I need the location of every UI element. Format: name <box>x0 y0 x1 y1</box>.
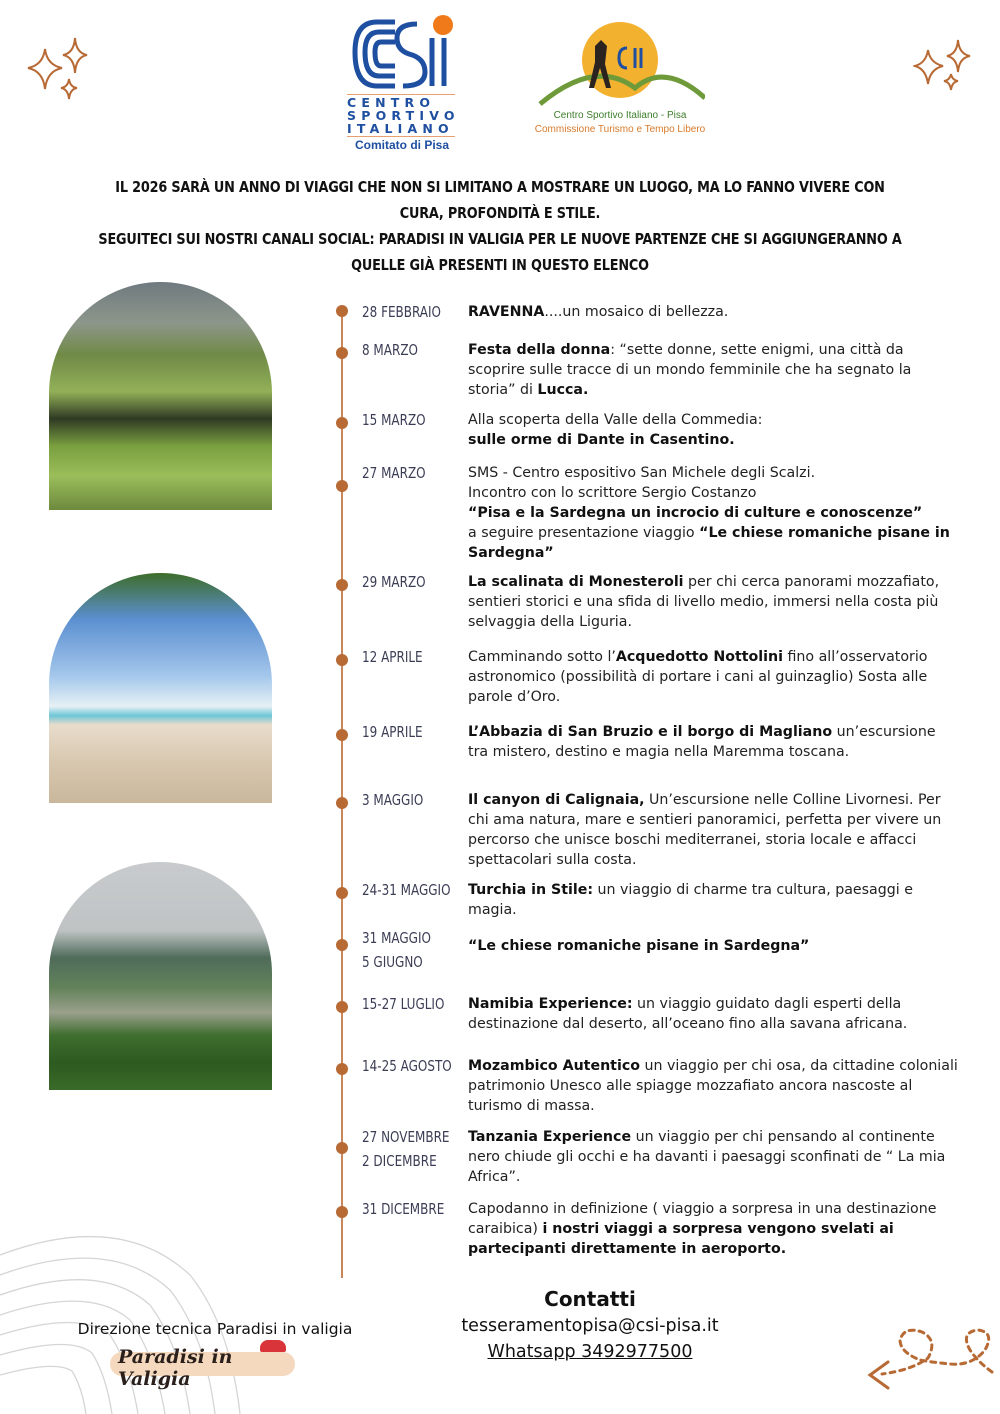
csi-logo-line: CENTRO <box>347 95 436 110</box>
event-highlight: sulle orme di Dante in Casentino. <box>468 432 735 448</box>
event-highlight: “Le chiese romaniche pisane in Sardegna” <box>468 938 810 954</box>
event-description <box>468 572 958 632</box>
timeline-dot <box>336 1001 348 1013</box>
event-description <box>468 302 958 322</box>
sparkles-icon <box>25 35 100 110</box>
paradisi-in-valigia-logo <box>110 1340 300 1390</box>
event-text: un viaggio di charme tra cultura, paesaggi e magia. <box>468 882 913 918</box>
direzione-tecnica: Direzione tecnica Paradisi in valigia <box>77 1320 353 1338</box>
sparkles-icon <box>913 38 983 98</box>
event-date-line: 15-27 LUGLIO <box>362 995 445 1013</box>
event-description <box>468 1056 958 1116</box>
event-text: un’escursione tra mistero, destino e magia nella Maremma toscana. <box>468 724 936 760</box>
timeline-dot <box>336 305 348 317</box>
event-date-line: 27 MARZO <box>362 464 426 482</box>
terraced-meadow-photo <box>49 282 272 510</box>
event-date-line: 27 NOVEMBRE <box>362 1128 450 1146</box>
event-date-line: 15 MARZO <box>362 411 426 429</box>
event-highlight: Namibia Experience: <box>468 996 633 1012</box>
event-description <box>468 463 958 563</box>
dashed-arrow-icon <box>860 1320 995 1400</box>
event-highlight: RAVENNA <box>468 304 545 320</box>
event-text: fino all’osservatorio astronomico (possibilità di portare i cani al guinzaglio) Sosta alle parole d’Oro. <box>468 649 928 705</box>
timeline-dot <box>336 1142 348 1154</box>
timeline-dot <box>336 417 348 429</box>
event-text: un viaggio per chi osa, da cittadine coloniali patrimonio Unesco alle spiagge mozzafiato ancora nascoste al turismo di massa. <box>468 1058 958 1114</box>
event-text: a seguire presentazione viaggio <box>468 525 700 541</box>
event-text: Un’escursione nelle Colline Livornesi. Per chi ama natura, mare e sentieri panoramici, perfetta per vivere un percorso che unisce boschi mediterranei, storia locale e affacci spettacolari sulla costa. <box>468 792 942 868</box>
event-description <box>468 340 958 400</box>
event-highlight: Il canyon di Calignaia, <box>468 792 645 808</box>
tropical-beach-photo <box>49 573 272 803</box>
event-description <box>468 994 958 1034</box>
event-description <box>468 880 958 920</box>
event-text: un viaggio guidato dagli esperti della destinazione dal deserto, all’oceano fino alla savana africana. <box>468 996 908 1032</box>
event-text: Incontro con lo scrittore Sergio Costanzo <box>468 485 757 501</box>
timeline-dot <box>336 1206 348 1218</box>
event-highlight: Festa della donna <box>468 342 611 358</box>
event-date <box>362 1054 451 1078</box>
event-text: ....un mosaico di bellezza. <box>544 304 729 320</box>
event-date-line: 24-31 MAGGIO <box>362 881 451 899</box>
event-date <box>362 992 451 1016</box>
turismo-logo-line2: Commissione Turismo e Tempo Libero <box>534 124 706 135</box>
event-text: SMS - Centro espositivo San Michele degli Scalzi. <box>468 465 816 481</box>
event-date-line: 29 MARZO <box>362 573 426 591</box>
csi-emblem-icon <box>347 14 455 92</box>
event-highlight: La scalinata di Monesteroli <box>468 574 684 590</box>
event-text: per chi cerca panorami mozzafiato, sentieri storici e una sfida di livello medio, immersi nella costa più selvaggia della Liguria. <box>468 574 940 630</box>
csi-logo <box>345 14 460 154</box>
event-text: Camminando sotto l’ <box>468 649 616 665</box>
intro-line-1: IL 2026 SARÀ UN ANNO DI VIAGGI CHE NON SI LIMITANO A MOSTRARE UN LUOGO, MA LO FANNO VIVERE CON CURA, PROFONDITÀ E STILE. <box>115 178 885 222</box>
timeline-dot <box>336 729 348 741</box>
event-date <box>362 720 451 744</box>
event-date <box>362 338 451 362</box>
event-highlight: i nostri viaggi a sorpresa vengono svelati ai partecipanti direttamente in aeroporto. <box>468 1221 894 1257</box>
event-text: : “sette donne, sette enigmi, una città da scoprire sulle tracce di un mondo femminile che ha segnato la storia” di <box>468 342 912 398</box>
turismo-logo <box>525 18 715 148</box>
event-description <box>468 1127 958 1187</box>
timeline-dot <box>336 1063 348 1075</box>
event-date-line: 5 GIUGNO <box>362 953 423 971</box>
event-date <box>362 878 451 902</box>
event-date <box>362 408 451 432</box>
email-link[interactable]: tesseramentopisa@csi-pisa.it <box>461 1316 719 1336</box>
event-date <box>362 1125 451 1173</box>
event-highlight: Acquedotto Nottolini <box>615 649 783 665</box>
timeline-dot <box>336 797 348 809</box>
event-description <box>468 722 958 762</box>
event-highlight: Tanzania Experience <box>468 1129 632 1145</box>
event-date <box>362 788 451 812</box>
event-date <box>362 570 451 594</box>
event-date-line: 14-25 AGOSTO <box>362 1057 452 1075</box>
event-text: Alla scoperta della Valle della Commedia: <box>468 412 763 428</box>
event-highlight: Mozambico Autentico <box>468 1058 640 1074</box>
event-highlight: Turchia in Stile: <box>468 882 594 898</box>
hiker-emblem-icon <box>535 18 705 110</box>
event-date-line: 8 MARZO <box>362 341 418 359</box>
csi-logo-subtitle: Comitato di Pisa <box>354 138 449 152</box>
event-date-line: 3 MAGGIO <box>362 791 424 809</box>
contacts-title: Contatti <box>544 1287 636 1311</box>
event-text: Capodanno in definizione ( viaggio a sorpresa in una destinazione caraibica) <box>468 1201 937 1237</box>
timeline-dot <box>336 579 348 591</box>
event-description <box>468 410 958 450</box>
event-date <box>362 926 451 974</box>
event-date-line: 12 APRILE <box>362 648 423 666</box>
whatsapp-link[interactable] <box>430 1342 750 1362</box>
mountain-landscape-photo <box>49 862 272 1090</box>
csi-logo-line: ITALIANO <box>347 121 454 136</box>
event-date-line: 31 MAGGIO <box>362 929 431 947</box>
event-date <box>362 300 451 324</box>
event-description <box>468 936 958 956</box>
event-date <box>362 645 451 669</box>
event-text: un viaggio per chi pensando al continente nero chiude gli occhi e ha davanti i paesaggi sconfinati de “ La mia Africa”. <box>468 1129 946 1185</box>
csi-logo-line: SPORTIVO <box>347 108 460 123</box>
turismo-logo-line1: Centro Sportivo Italiano - Pisa <box>553 110 687 121</box>
event-date-line: 28 FEBBRAIO <box>362 303 441 321</box>
timeline-line <box>341 310 343 1278</box>
timeline-dot <box>336 480 348 492</box>
timeline-dot <box>336 654 348 666</box>
event-date <box>362 1197 451 1221</box>
event-highlight: “Le chiese romaniche pisane in Sardegna” <box>468 525 950 561</box>
event-description <box>468 1199 958 1259</box>
event-date <box>362 461 451 485</box>
timeline-dot <box>336 887 348 899</box>
event-date-line: 19 APRILE <box>362 723 423 741</box>
event-highlight: “Pisa e la Sardegna un incrocio di culture e conoscenze” <box>468 505 923 521</box>
timeline-dot <box>336 347 348 359</box>
timeline-dot <box>336 939 348 951</box>
event-highlight: L’Abbazia di San Bruzio e il borgo di Magliano <box>468 724 833 740</box>
event-description <box>468 647 958 707</box>
intro-line-2: SEGUITECI SUI NOSTRI CANALI SOCIAL: PARADISI IN VALIGIA PER LE NUOVE PARTENZE CHE SI AGGIUNGERANNO A QUELLE GIÀ PRESENTI IN QUESTO ELENCO <box>98 230 902 274</box>
event-description <box>468 790 958 870</box>
event-date-line: 31 DICEMBRE <box>362 1200 445 1218</box>
event-highlight: Lucca. <box>537 382 589 398</box>
paradisi-logo-text: Paradisi in Valigia <box>118 1346 233 1390</box>
whatsapp-text[interactable]: Whatsapp 3492977500 <box>487 1342 693 1362</box>
intro-text <box>95 174 905 278</box>
event-date-line: 2 DICEMBRE <box>362 1152 437 1170</box>
